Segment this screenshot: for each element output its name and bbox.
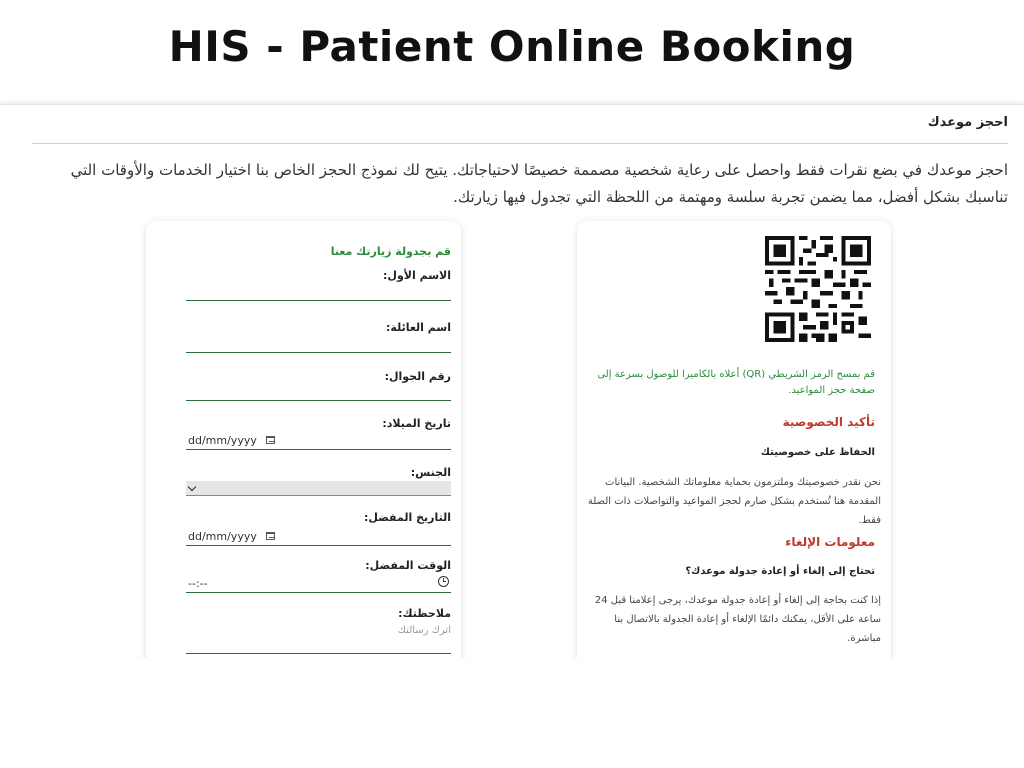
preferred-time-input[interactable]: --:-- — [188, 577, 208, 590]
birthdate-underline — [186, 449, 451, 450]
preferred-date-input[interactable]: dd/mm/yyyy — [188, 530, 257, 543]
mobile-label: رقم الجوال: — [384, 370, 451, 383]
gender-label: الجنس: — [410, 466, 451, 479]
first-name-input[interactable] — [186, 300, 451, 301]
gender-select[interactable] — [186, 481, 451, 496]
preferred-date-field[interactable] — [186, 511, 451, 547]
slide-title: HIS - Patient Online Booking — [168, 22, 856, 71]
last-name-input[interactable] — [186, 352, 451, 353]
preferred-date-label: التاريخ المفضل: — [364, 511, 451, 524]
preferred-time-underline — [186, 592, 451, 593]
birthdate-label: تاريخ الميلاد: — [382, 417, 451, 430]
mobile-field[interactable] — [186, 370, 451, 406]
mobile-input[interactable] — [186, 400, 451, 401]
cancel-body: إذا كنت بحاجة إلى إلغاء أو إعادة جدولة موعدك، يرجى إعلامنا قبل 24 ساعة على الأقل، يمكنك دائمًا الإلغاء أو إعادة الجدولة بالاتصال بنا مباشرة. — [594, 595, 881, 644]
screenshot-frame — [0, 104, 1024, 658]
last-name-label: اسم العائلة: — [386, 321, 451, 334]
birthdate-field[interactable] — [186, 417, 451, 453]
last-name-field[interactable] — [186, 321, 451, 357]
preferred-time-field[interactable] — [186, 559, 451, 595]
notes-label: ملاحظتك: — [398, 607, 451, 620]
privacy-title: تأكيد الخصوصية — [782, 415, 875, 429]
gender-field[interactable] — [186, 466, 451, 498]
qr-code-icon — [765, 236, 871, 342]
birthdate-input[interactable]: dd/mm/yyyy — [188, 434, 257, 447]
notes-field[interactable] — [186, 607, 451, 658]
calendar-icon[interactable] — [266, 532, 275, 540]
intro-paragraph: احجز موعدك في بضع نقرات فقط واحصل على رعاية شخصية مصممة خصيصًا لاحتياجاتك. يتيح لك نموذج الحجز الخاص بنا اختيار الخدمات والأوقات التي تناسبك بشكل أفضل، مما يضمن تجربة سلسة ومهتمة من اللحظة التي تجدول فيها زيارتك. — [70, 161, 1008, 206]
first-name-field[interactable] — [186, 269, 451, 305]
notes-textarea[interactable]: اترك رسالتك — [397, 625, 451, 636]
booking-form-card — [146, 221, 461, 658]
divider — [32, 143, 1008, 144]
calendar-icon[interactable] — [266, 436, 275, 444]
chevron-down-icon — [188, 483, 196, 491]
preferred-date-underline — [186, 545, 451, 546]
info-card — [577, 221, 891, 658]
preferred-time-label: الوقت المفضل: — [365, 559, 451, 572]
notes-underline — [186, 653, 451, 654]
cancel-subtitle: تحتاج إلى إلغاء أو إعادة جدولة موعدك؟ — [685, 566, 875, 577]
cancel-title: معلومات الإلغاء — [785, 535, 875, 549]
clock-icon[interactable] — [438, 576, 449, 587]
page-title: احجز موعدك — [927, 115, 1008, 130]
privacy-body: نحن نقدر خصوصيتك وملتزمون بحماية معلوماتك الشخصية. البيانات المقدمة هنا تُستخدم بشكل صارم لحجز المواعيد والتواصلات ذات الصلة فقط. — [587, 477, 881, 526]
privacy-subtitle: الحفاظ على خصوصيتك — [760, 447, 875, 458]
form-header: قم بجدولة زيارتك معنا — [330, 245, 451, 258]
qr-caption: قم بمسح الرمز الشريطي (QR) أعلاه بالكاميرا للوصول بسرعة إلى صفحة حجز المواعيد. — [597, 369, 875, 396]
first-name-label: الاسم الأول: — [383, 269, 451, 282]
